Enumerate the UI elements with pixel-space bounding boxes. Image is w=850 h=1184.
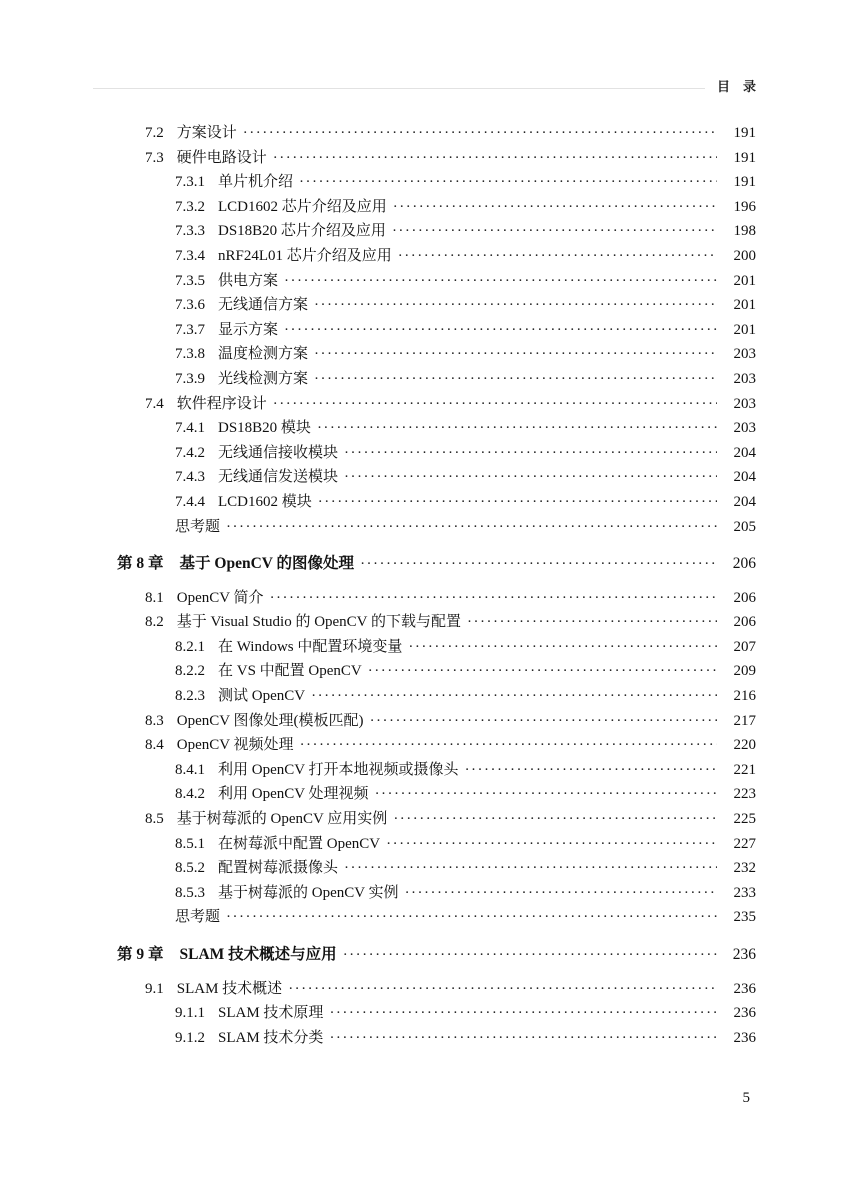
toc-entry-title: 测试 OpenCV <box>218 688 306 705</box>
toc-leader-dots <box>270 586 717 611</box>
toc-entry <box>117 121 756 146</box>
toc-entry <box>117 807 756 832</box>
toc-entry-page-number: 201 <box>733 321 756 338</box>
toc-entry <box>117 758 756 783</box>
toc-entry-title: 基于 Visual Studio 的 OpenCV 的下载与配置 <box>176 614 461 631</box>
toc-entry <box>117 905 756 930</box>
toc-leader-dots <box>300 733 717 758</box>
toc-leader-dots <box>398 244 717 269</box>
toc-entry-title: 温度检测方案 <box>218 346 309 363</box>
toc-entry-title: 供电方案 <box>218 272 279 289</box>
toc-entry-number: 7.4.3 <box>175 469 205 486</box>
toc-entry <box>117 416 756 441</box>
toc-entry-page-number: 191 <box>733 174 756 191</box>
toc-entry-page-number: 203 <box>733 420 756 437</box>
toc-entry <box>117 367 756 392</box>
toc-leader-dots <box>314 342 717 367</box>
toc-entry-page-number: 233 <box>733 884 756 901</box>
toc-entry-title: OpenCV 简介 <box>176 589 264 606</box>
toc-list <box>117 121 756 1050</box>
toc-entry <box>117 170 756 195</box>
toc-leader-dots <box>317 416 717 441</box>
toc-entry <box>117 684 756 709</box>
toc-entry-number: 8.5.2 <box>175 860 205 877</box>
toc-entry-title: 在树莓派中配置 OpenCV <box>218 835 381 852</box>
toc-entry-page-number: 201 <box>733 297 756 314</box>
toc-leader-dots <box>273 392 717 417</box>
toc-entry <box>117 392 756 417</box>
toc-entry-title: LCD1602 芯片介绍及应用 <box>218 198 387 215</box>
toc-entry-title: SLAM 技术概述 <box>176 980 283 997</box>
toc-entry-title: 硬件电路设计 <box>176 149 267 166</box>
toc-leader-dots <box>344 441 717 466</box>
toc-entry <box>117 659 756 684</box>
toc-entry-page-number: 236 <box>733 980 756 997</box>
toc-entry-title: DS18B20 芯片介绍及应用 <box>218 223 386 240</box>
toc-entry-page-number: 236 <box>733 1029 756 1046</box>
toc-entry-number: 9.1 <box>145 980 164 997</box>
toc-entry-page-number: 236 <box>732 946 756 963</box>
toc-entry <box>117 856 756 881</box>
toc-entry-page-number: 221 <box>733 761 756 778</box>
toc-leader-dots <box>343 943 717 968</box>
toc-entry-number: 8.3 <box>145 712 164 729</box>
toc-leader-dots <box>314 367 717 392</box>
toc-entry-title: 无线通信方案 <box>218 297 309 314</box>
toc-entry-title: 在 VS 中配置 OpenCV <box>218 663 362 680</box>
toc-entry-title: 软件程序设计 <box>176 395 267 412</box>
toc-entry-number: 8.2.3 <box>175 688 205 705</box>
toc-entry-title: 无线通信接收模块 <box>218 444 339 461</box>
toc-leader-dots <box>393 195 717 220</box>
toc-entry-number: 7.3 <box>145 149 164 166</box>
toc-entry-number: 8.5 <box>145 811 164 828</box>
toc-leader-dots <box>329 1026 717 1051</box>
toc-leader-dots <box>368 659 717 684</box>
toc-entry <box>117 977 756 1002</box>
toc-entry-number: 7.4.4 <box>175 493 205 510</box>
toc-entry-number: 7.4.2 <box>175 444 205 461</box>
toc-leader-dots <box>243 121 717 146</box>
toc-entry-number: 7.2 <box>145 125 164 141</box>
toc-entry-page-number: 201 <box>733 272 756 289</box>
toc-leader-dots <box>392 219 717 244</box>
toc-entry <box>117 709 756 734</box>
toc-entry-number: 7.3.1 <box>175 174 205 191</box>
toc-entry-number: 第 8 章 <box>117 555 164 573</box>
toc-entry-page-number: 206 <box>732 555 756 573</box>
toc-entry-page-number: 205 <box>733 518 756 535</box>
toc-entry-title: SLAM 技术概述与应用 <box>179 946 337 963</box>
toc-leader-dots <box>405 881 717 906</box>
toc-entry-page-number: 191 <box>733 125 756 141</box>
toc-leader-dots <box>375 782 717 807</box>
page-header-title: 目 录 <box>716 79 756 94</box>
toc-entry-title: 单片机介绍 <box>218 174 294 191</box>
toc-entry-number: 7.3.3 <box>175 223 205 240</box>
toc-entry <box>117 586 756 611</box>
toc-entry-number: 7.3.5 <box>175 272 205 289</box>
toc-entry-number: 7.4 <box>145 395 164 412</box>
toc-entry-title: 思考题 <box>175 518 221 535</box>
toc-entry-title: 显示方案 <box>218 321 279 338</box>
toc-entry <box>117 490 756 515</box>
toc-entry <box>117 146 756 171</box>
toc-entry-page-number: 196 <box>733 198 756 215</box>
toc-leader-dots <box>370 709 717 734</box>
toc-entry-number: 第 9 章 <box>117 946 164 963</box>
toc-leader-dots <box>467 610 717 635</box>
toc-entry-page-number: 227 <box>733 835 756 852</box>
toc-entry <box>117 782 756 807</box>
toc-entry-title: nRF24L01 芯片介绍及应用 <box>218 247 392 264</box>
toc-entry-number: 7.3.8 <box>175 346 205 363</box>
toc-entry-page-number: 225 <box>733 811 756 828</box>
toc-leader-dots <box>386 832 717 857</box>
toc-leader-dots <box>311 684 717 709</box>
toc-entry-title: DS18B20 模块 <box>218 420 311 437</box>
toc-entry <box>117 515 756 540</box>
toc-entry-title: OpenCV 视频处理 <box>176 737 294 754</box>
toc-entry-page-number: 206 <box>733 589 756 606</box>
toc-entry-number: 8.4 <box>145 737 164 754</box>
toc-entry-page-number: 206 <box>733 614 756 631</box>
toc-entry-page-number: 223 <box>733 786 756 803</box>
toc-entry-title: SLAM 技术原理 <box>218 1005 324 1022</box>
toc-entry-title: 配置树莓派摄像头 <box>218 860 339 877</box>
toc-entry-page-number: 203 <box>733 346 756 363</box>
footer-page-number: 5 <box>742 1090 750 1106</box>
toc-entry-page-number: 220 <box>733 737 756 754</box>
toc-entry-page-number: 232 <box>733 860 756 877</box>
toc-leader-dots <box>299 170 717 195</box>
toc-entry <box>117 881 756 906</box>
toc-entry-page-number: 207 <box>733 638 756 655</box>
toc-entry-page-number: 203 <box>733 370 756 387</box>
toc-entry-number: 8.2.1 <box>175 638 205 655</box>
toc-entry-title: 无线通信发送模块 <box>218 469 339 486</box>
toc-entry-title: 在 Windows 中配置环境变量 <box>218 638 403 655</box>
toc-leader-dots <box>288 977 717 1002</box>
toc-entry <box>117 219 756 244</box>
toc-entry-page-number: 200 <box>733 247 756 264</box>
toc-leader-dots <box>408 635 717 660</box>
toc-entry-number: 8.2.2 <box>175 663 205 680</box>
toc-entry-page-number: 216 <box>733 688 756 705</box>
toc-entry-title: 基于树莓派的 OpenCV 应用实例 <box>176 811 388 828</box>
toc-entry-page-number: 204 <box>733 493 756 510</box>
toc-leader-dots <box>360 552 717 577</box>
toc-leader-dots <box>465 758 717 783</box>
toc-entry-title: 利用 OpenCV 打开本地视频或摄像头 <box>218 761 459 778</box>
toc-entry-page-number: 204 <box>733 469 756 486</box>
toc-entry-page-number: 236 <box>733 1005 756 1022</box>
toc-entry <box>117 1001 756 1026</box>
toc-entry-number: 9.1.2 <box>175 1029 205 1046</box>
toc-leader-dots <box>344 856 717 881</box>
toc-entry <box>117 293 756 318</box>
toc-entry-number: 7.4.1 <box>175 420 205 437</box>
toc-leader-dots <box>284 269 717 294</box>
toc-entry-title: 光线检测方案 <box>218 370 309 387</box>
toc-entry <box>117 342 756 367</box>
toc-entry-number: 8.4.1 <box>175 761 205 778</box>
toc-entry-title: SLAM 技术分类 <box>218 1029 324 1046</box>
toc-leader-dots <box>318 490 717 515</box>
toc-leader-dots <box>226 515 717 540</box>
toc-leader-dots <box>393 807 717 832</box>
toc-leader-dots <box>329 1001 717 1026</box>
toc-entry-page-number: 198 <box>733 223 756 240</box>
toc-leader-dots <box>314 293 717 318</box>
toc-entry <box>117 269 756 294</box>
toc-entry-title: LCD1602 模块 <box>218 493 312 510</box>
toc-entry-title: OpenCV 图像处理(模板匹配) <box>176 712 364 729</box>
toc-entry-page-number: 217 <box>733 712 756 729</box>
toc-entry <box>117 244 756 269</box>
toc-entry-title: 思考题 <box>175 909 221 926</box>
toc-entry <box>117 1026 756 1051</box>
toc-entry <box>117 635 756 660</box>
toc-entry-page-number: 203 <box>733 395 756 412</box>
toc-entry-number: 9.1.1 <box>175 1005 205 1022</box>
toc-entry-number: 8.1 <box>145 589 164 606</box>
toc-entry-number: 7.3.2 <box>175 198 205 215</box>
toc-leader-dots <box>344 465 717 490</box>
toc-entry <box>117 832 756 857</box>
toc-entry-page-number: 191 <box>733 149 756 166</box>
toc-entry-number: 7.3.7 <box>175 321 205 338</box>
toc-entry <box>117 733 756 758</box>
toc-entry-page-number: 204 <box>733 444 756 461</box>
toc-entry <box>117 441 756 466</box>
toc-leader-dots <box>226 905 717 930</box>
toc-entry-number: 7.3.4 <box>175 247 205 264</box>
toc-entry <box>117 552 756 577</box>
toc-entry-title: 利用 OpenCV 处理视频 <box>218 786 369 803</box>
toc-entry <box>117 465 756 490</box>
toc-leader-dots <box>273 146 717 171</box>
toc-entry-title: 基于 OpenCV 的图像处理 <box>179 555 355 573</box>
toc-entry-number: 8.4.2 <box>175 786 205 803</box>
toc-entry <box>117 195 756 220</box>
toc-entry <box>117 943 756 968</box>
toc-entry <box>117 318 756 343</box>
toc-entry-page-number: 235 <box>733 909 756 926</box>
toc-leader-dots <box>284 318 717 343</box>
toc-entry-title: 基于树莓派的 OpenCV 实例 <box>218 884 399 901</box>
toc-entry-number: 8.5.1 <box>175 835 205 852</box>
toc-entry <box>117 610 756 635</box>
toc-entry-number: 8.2 <box>145 614 164 631</box>
header-rule <box>93 88 705 89</box>
toc-entry-page-number: 209 <box>733 663 756 680</box>
toc-entry-number: 7.3.6 <box>175 297 205 314</box>
toc-entry-title: 方案设计 <box>176 125 237 141</box>
toc-entry-number: 8.5.3 <box>175 884 205 901</box>
toc-entry-number: 7.3.9 <box>175 370 205 387</box>
